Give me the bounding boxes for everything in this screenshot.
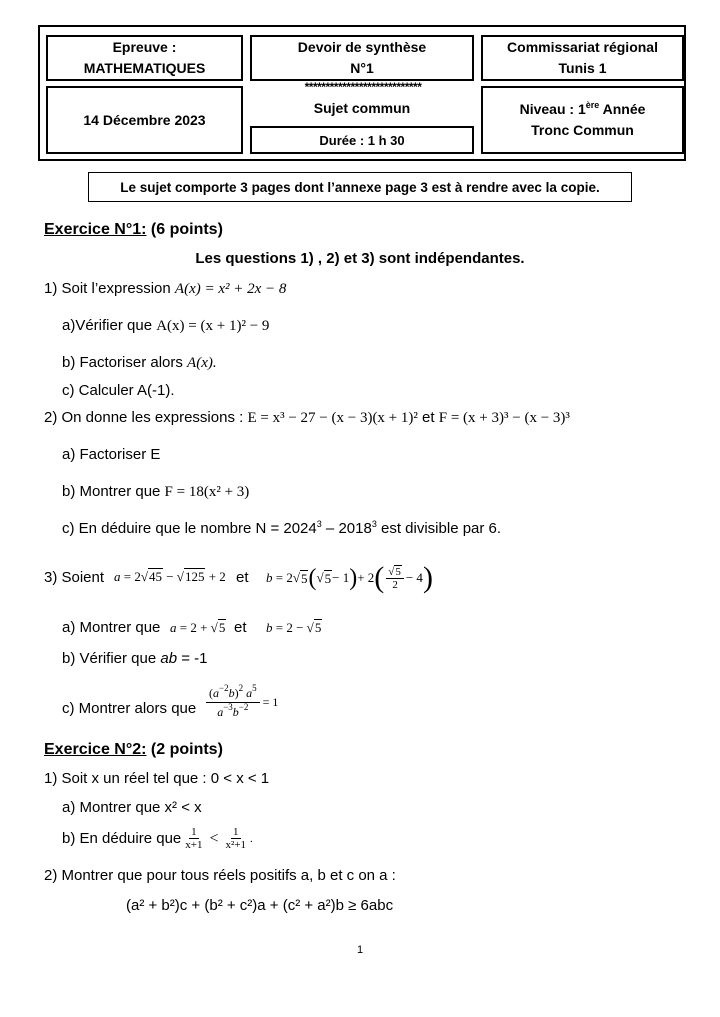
ex2-q2-expr: (a² + b²)c + (b² + c²)a + (c² + a²)b ≥ 6abc [126, 897, 394, 914]
epreuve-label: Epreuve : [112, 39, 177, 55]
date-box [46, 86, 243, 154]
ex2-q1b: b) En déduire que $\frac{1}{x+1}$ < $\frac{1}{\text{x²+1}}$ . [62, 826, 253, 851]
ex1-q3-a-expr: a = 2√45 − √125 + 2 [114, 569, 226, 584]
ex1-q3b: b) Vérifier que ab = -1 [62, 650, 208, 667]
exam-date: 14 Décembre 2023 [83, 111, 206, 128]
ex1-q3c: c) Montrer alors que [62, 700, 197, 717]
ex2-q1a: a) Montrer que x² < x [62, 799, 202, 816]
ex1-q2: 2) On donne les expressions : E = x³ − 27 − (x − 3)(x + 1)² et F = (x + 3)³ − (x − 3)³ [44, 409, 570, 426]
ex1-q2c: c) En déduire que le nombre $N = 2024^3 - 2018^3$ est divisible par 6. [62, 519, 502, 537]
ex2-title: Exercice N°2: (2 points) [44, 741, 223, 758]
notice-text: Le sujet comporte 3 pages dont l’annexe page 3 est à rendre avec la copie. [120, 179, 600, 195]
sujet-commun: Sujet commun [313, 100, 411, 116]
ex2-q2: 2) Montrer que pour tous réels positifs a, b et c on a : [44, 867, 396, 884]
notice-box [88, 172, 632, 202]
ex1-q1a: a)Vérifier que A(x) = (x + 1)² − 9 [62, 317, 270, 334]
ex1-title: Exercice N°1: (6 points) [44, 221, 223, 238]
ex1-q3a: a) Montrer que [62, 619, 161, 636]
devoir-box [250, 35, 474, 81]
ex1-q3-b-expr: b = 2√ 5 ( √ 5 − 1 ) + 2 ( $\frac{√5}{2}$ − 4 ) [266, 561, 433, 594]
niveau-box [481, 86, 684, 154]
epreuve-box [46, 35, 243, 81]
ex2-q1: 1) Soit x un réel tel que : 0 < x < 1 [44, 770, 270, 787]
ex1-q3a-and: et [234, 619, 247, 636]
duree: Durée : 1 h 30 [319, 132, 405, 148]
niveau: Niveau : 1ère Année [519, 100, 646, 117]
ex1-q1b: b) Factoriser alors A(x). [62, 354, 217, 371]
ex1-q2a: a) Factoriser E [62, 446, 161, 463]
subject: MATHEMATIQUES [83, 60, 206, 76]
duree-box [250, 126, 474, 154]
stars-line: **************************** [304, 80, 422, 94]
ex1-q3: 3) Soient [44, 569, 105, 586]
page-number: 1 [356, 944, 364, 956]
commissariat: Commissariat régional [507, 39, 658, 55]
ex1-q3a-expr-a: a = 2 + √5 [170, 620, 226, 635]
ex1-independence: Les questions 1) , 2) et 3) sont indépendantes. [195, 250, 525, 267]
ex1-q2b: b) Montrer que F = 18(x² + 3) [62, 483, 250, 500]
commissariat-box [481, 35, 684, 81]
region: Tunis 1 [558, 60, 607, 76]
devoir-title: Devoir de synthèse [297, 39, 427, 55]
ex1-q3a-expr-b: b = 2 − √5 [266, 620, 322, 635]
ex1-q3c-expr: $\frac{(a^{-2}b)^2 a^5}{a^{-3}b^{-2}}$ = 1 [206, 684, 278, 721]
devoir-number: N°1 [350, 60, 374, 76]
ex1-q1c: c) Calculer A(-1). [62, 382, 175, 399]
ex1-q3-and: et [236, 569, 249, 586]
tronc-commun: Tronc Commun [531, 122, 634, 138]
ex1-q1: 1) Soit l’expression A(x) = x² + 2x − 8 [44, 280, 287, 297]
